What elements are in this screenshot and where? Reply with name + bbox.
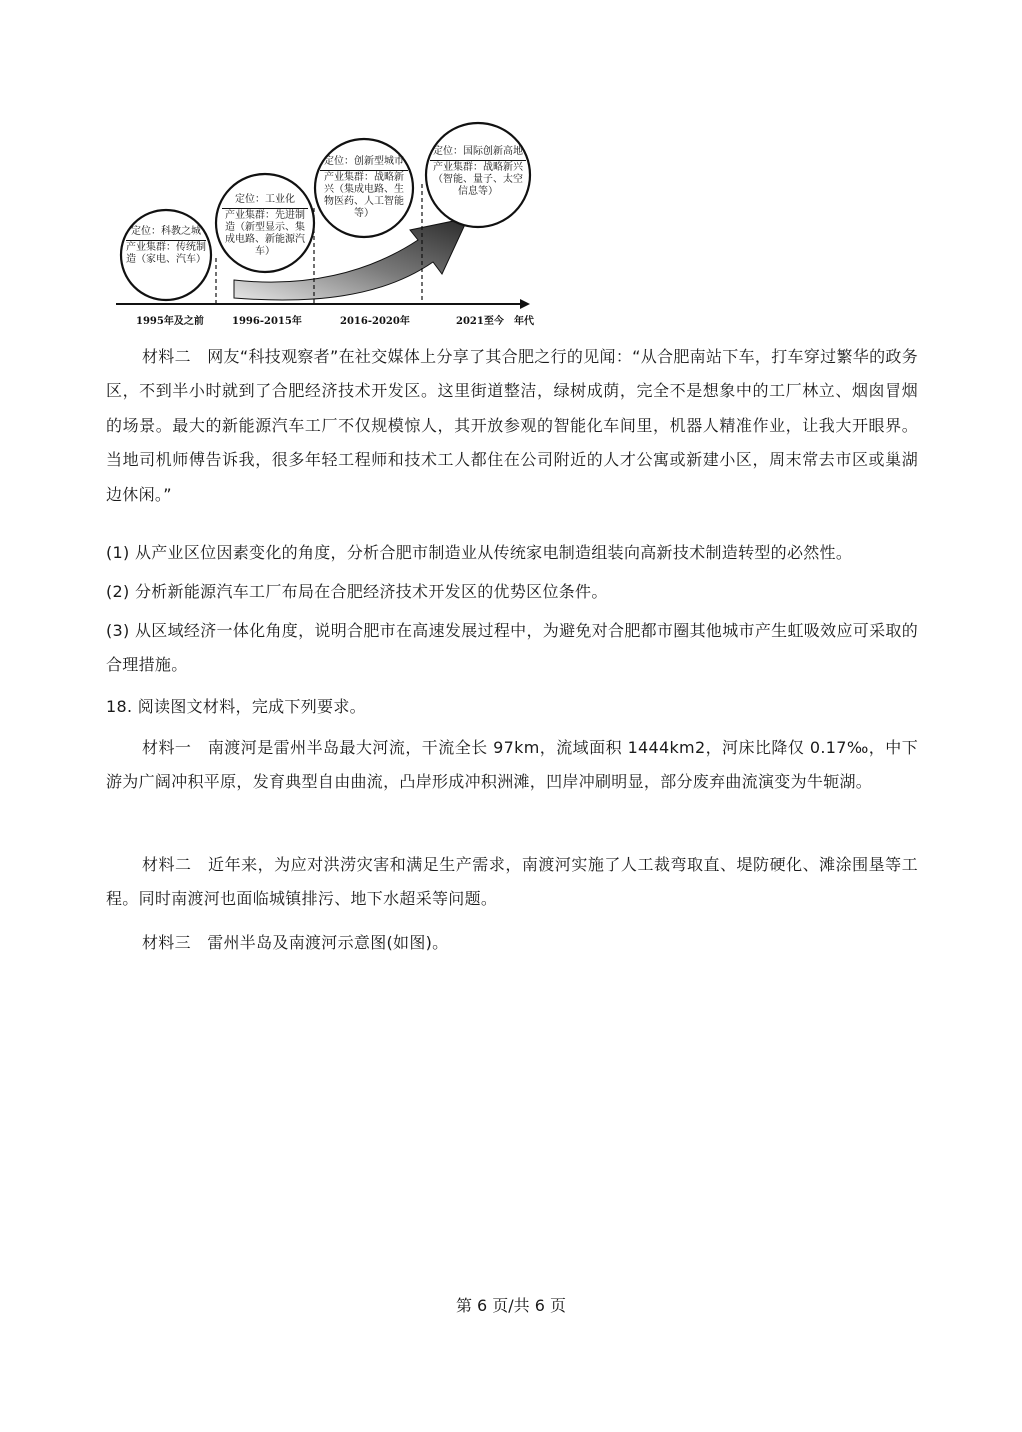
material-two-river-paragraph: 材料二 近年来，为应对洪涝灾害和满足生产需求，南渡河实施了人工裁弯取直、堤防硬化、滩涂围垦等工程。同时南渡河也面临城镇排污、地下水超采等问题。 <box>106 855 918 909</box>
stage-2-industry: 产业集群：先进制造（新型显示、集成电路、新能源汽车） <box>222 208 308 258</box>
period-label-1: 1995年及之前 <box>136 316 204 327</box>
stage-1-text <box>126 226 206 266</box>
material-three-paragraph: 材料三 雷州半岛及南渡河示意图(如图)。 <box>142 933 449 952</box>
period-label-4: 2021至今 <box>456 316 504 327</box>
stage-2-position: 定位：工业化 <box>235 194 295 205</box>
period-label-3: 2016-2020年 <box>340 316 410 327</box>
material-two-paragraph: 材料二 网友“科技观察者”在社交媒体上分享了其合肥之行的见闻：“从合肥南站下车，打车穿过繁华的政务区，不到半小时就到了合肥经济技术开发区。这里街道整洁，绿树成荫，完全不是想象中的工厂林立、烟囱冒烟的场景。最大的新能源汽车工厂不仅规模惊人，其开放参观的智能化车间里，机器人精准作业，让我大开眼界。当地司机师傅告诉我，很多年轻工程师和技术工人都住在公司附近的人才公寓或新建小区，周末常去市区或巢湖边休闲。” <box>106 347 918 504</box>
question-2: (2) 分析新能源汽车工厂布局在合肥经济技术开发区的优势区位条件。 <box>106 582 608 601</box>
question-1: (1) 从产业区位因素变化的角度，分析合肥市制造业从传统家电制造组装向高新技术制造转型的必然性。 <box>106 543 853 562</box>
stage-4-text <box>430 146 526 198</box>
stage-3-text <box>320 156 408 220</box>
stage-1-industry: 产业集群：传统制造（家电、汽车） <box>126 242 206 265</box>
material-one-paragraph: 材料一 南渡河是雷州半岛最大河流，干流全长 97km，流域面积 1444km2，河床比降仅 0.17‰，中下游为广阔冲积平原，发育典型自由曲流，凸岸形成冲积洲滩，凹岸冲刷明显，部分废弃曲流演变为牛轭湖。 <box>106 738 918 792</box>
stage-2-text <box>222 194 308 258</box>
stage-1-position: 定位：科教之城 <box>131 226 201 237</box>
hefei-development-diagram <box>100 108 560 330</box>
stage-3-industry: 产业集群：战略新兴（集成电路、生物医药、人工智能等） <box>320 170 408 220</box>
stage-3-position: 定位：创新型城市 <box>324 156 404 167</box>
time-axis-arrowhead <box>520 299 530 309</box>
question-18-heading: 18. 阅读图文材料，完成下列要求。 <box>106 697 366 716</box>
page-footer: 第 6 页/共 6 页 <box>455 1296 567 1315</box>
question-3: (3) 从区域经济一体化角度，说明合肥市在高速发展过程中，为避免对合肥都市圈其他城市产生虹吸效应可采取的合理措施。 <box>106 621 918 675</box>
stage-4-industry: 产业集群：战略新兴（智能、量子、太空信息等） <box>430 160 526 198</box>
period-label-2: 1996-2015年 <box>232 316 302 327</box>
stage-4-position: 定位：国际创新高地 <box>433 146 523 157</box>
axis-label: 年代 <box>514 316 534 327</box>
